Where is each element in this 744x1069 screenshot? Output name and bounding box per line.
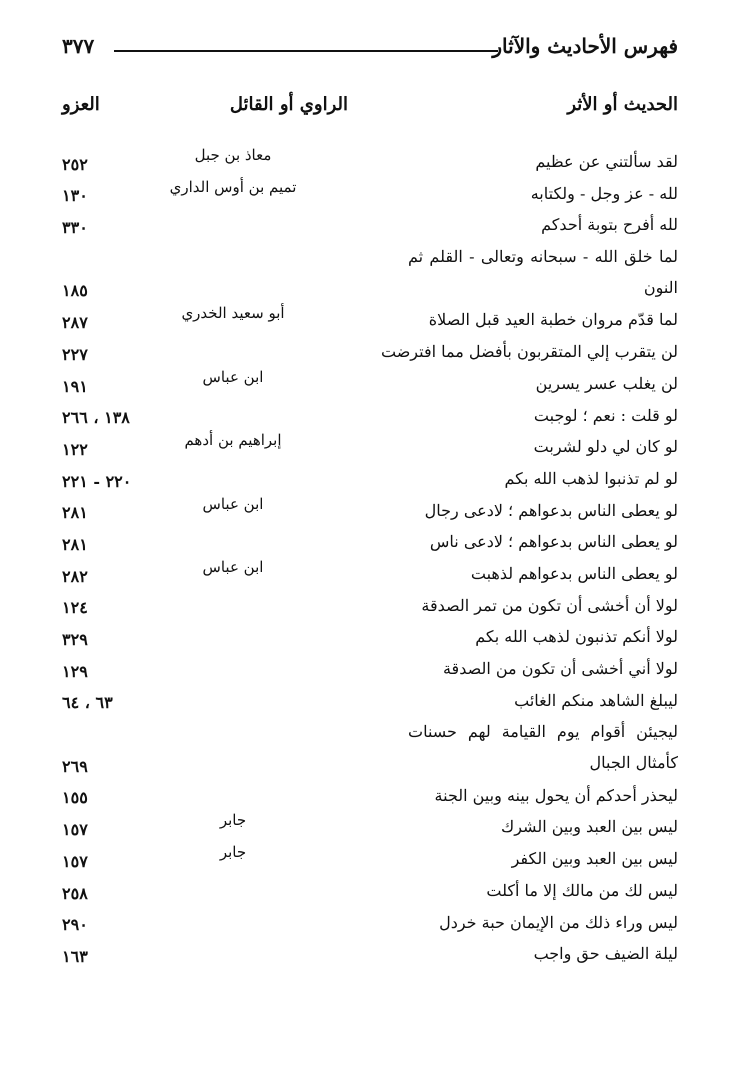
hadith-text: لله أفرح بتوبة أحدكم: [541, 215, 678, 235]
table-row: [62, 429, 678, 461]
hadith-text: لولا أنكم تذنبون لذهب الله بكم: [475, 627, 678, 647]
table-row: [62, 619, 678, 651]
table-row: [62, 334, 678, 366]
page-reference: ١٨٥: [62, 281, 88, 301]
table-row: [62, 524, 678, 556]
table-row: [62, 936, 678, 968]
table-row: [62, 714, 678, 777]
table-row: [62, 239, 678, 302]
page-reference: ١٢٢: [62, 439, 88, 459]
page-reference: ١٢٩: [62, 661, 88, 681]
narrator-name: ابن عباس: [202, 367, 264, 386]
page-reference: ١٦٣: [62, 946, 88, 966]
hadith-text: لو لم تذنبوا لذهب الله بكم: [504, 468, 678, 488]
page-reference: ٢٥٢: [62, 154, 88, 174]
narrator-name: جابر: [219, 811, 247, 830]
page-reference: ١٣٠: [62, 186, 88, 206]
hadith-text: لو يعطى الناس بدعواهم لذهبت: [470, 563, 678, 583]
page-reference: ١٥٧: [62, 820, 88, 840]
hadith-text: ليبلغ الشاهد منكم الغائب: [514, 690, 678, 710]
table-row: [62, 207, 678, 239]
narrator-name: إبراهيم بن أدهم: [184, 431, 282, 450]
index-table: [62, 144, 678, 968]
hadith-text: لو كان لي دلو لشربت: [533, 437, 678, 457]
page-reference: ٣٣٠: [62, 218, 88, 238]
table-row: [62, 144, 678, 176]
hadith-text: لن يغلب عسر يسرين: [535, 373, 678, 393]
narrator-name: ابن عباس: [202, 557, 264, 576]
hadith-text: ليلة الضيف حق واجب: [533, 944, 678, 964]
table-row: [62, 873, 678, 905]
table-row: [62, 778, 678, 810]
page-reference: ١٢٤: [62, 598, 88, 618]
hadith-text: ليس لك من مالك إلا ما أكلت: [486, 880, 678, 900]
column-header-narrator: الراوي أو القائل: [229, 94, 348, 115]
page-reference: ٢٢٧: [62, 344, 88, 364]
page-reference: ١٣٨ ، ٢٦٦: [62, 408, 130, 428]
hadith-text: لقد سألتني عن عظيم: [535, 152, 678, 171]
narrator-name: معاذ بن جبل: [194, 146, 272, 164]
hadith-text: لو يعطى الناس بدعواهم ؛ لادعى رجال: [424, 500, 678, 520]
table-row: [62, 493, 678, 525]
hadith-text: ليحذر أحدكم أن يحول بينه وبين الجنة: [434, 785, 678, 805]
table-row: [62, 905, 678, 937]
page-reference: ٢٨١: [62, 503, 88, 523]
page-reference: ٦٣ ، ٦٤: [62, 693, 113, 713]
table-row: [62, 461, 678, 493]
hadith-text: ليس وراء ذلك من الإيمان حبة خردل: [439, 912, 678, 932]
hadith-text: لما خلق الله - سبحانه وتعالى - القلم ثم النون: [408, 247, 678, 298]
page-reference: ١٥٧: [62, 851, 88, 871]
table-row: [62, 651, 678, 683]
hadith-text: لو قلت : نعم ؛ لوجبت: [533, 405, 678, 425]
narrator-name: أبو سعيد الخدري: [181, 304, 285, 323]
table-row: [62, 366, 678, 398]
hadith-text: ليس بين العبد وبين الكفر: [511, 849, 678, 869]
page-title: فهرس الأحاديث والآثار: [492, 34, 678, 58]
page-reference: ١٩١: [62, 376, 88, 396]
narrator-name: تميم بن أوس الداري: [169, 177, 297, 196]
hadith-text: لله - عز وجل - ولكتابه: [530, 183, 678, 203]
table-row: [62, 176, 678, 208]
column-header-reference: العزو: [62, 94, 100, 115]
hadith-text: لولا أن أخشى أن تكون من تمر الصدقة: [421, 595, 678, 615]
table-row: [62, 588, 678, 620]
table-row: [62, 398, 678, 430]
page-reference: ٢٢٠ - ٢٢١: [62, 471, 132, 491]
page-reference: ٢٥٨: [62, 883, 88, 903]
page-header: [62, 34, 678, 64]
table-row: [62, 683, 678, 715]
hadith-text: لما قدّم مروان خطبة العيد قبل الصلاة: [428, 310, 678, 330]
hadith-text: لو يعطى الناس بدعواهم ؛ لادعى ناس: [429, 532, 678, 552]
table-row: [62, 302, 678, 334]
page-reference: ٢٨٧: [62, 313, 88, 333]
column-headers: [62, 94, 678, 124]
table-row: [62, 556, 678, 588]
hadith-text: لن يتقرب إلي المتقربون بأفضل مما افترضت: [381, 342, 678, 362]
page-reference: ٢٨٢: [62, 566, 88, 586]
narrator-name: ابن عباس: [202, 494, 264, 513]
header-rule: [114, 50, 498, 52]
column-header-hadith: الحديث أو الأثر: [567, 94, 678, 115]
table-row: [62, 841, 678, 873]
page-reference: ٣٢٩: [62, 630, 88, 650]
page-reference: ٢٨١: [62, 534, 88, 554]
hadith-text: ليجيئن أقوام يوم القيامة لهم حسنات كأمثال الجبال: [408, 722, 678, 773]
table-row: [62, 809, 678, 841]
page-reference: ٢٩٠: [62, 915, 88, 935]
page-number: ٣٧٧: [62, 34, 95, 58]
hadith-text: لولا أني أخشى أن تكون من الصدقة: [442, 659, 678, 679]
page-reference: ٢٦٩: [62, 756, 88, 776]
hadith-text: ليس بين العبد وبين الشرك: [501, 817, 678, 837]
page-reference: ١٥٥: [62, 788, 88, 808]
narrator-name: جابر: [219, 843, 247, 862]
